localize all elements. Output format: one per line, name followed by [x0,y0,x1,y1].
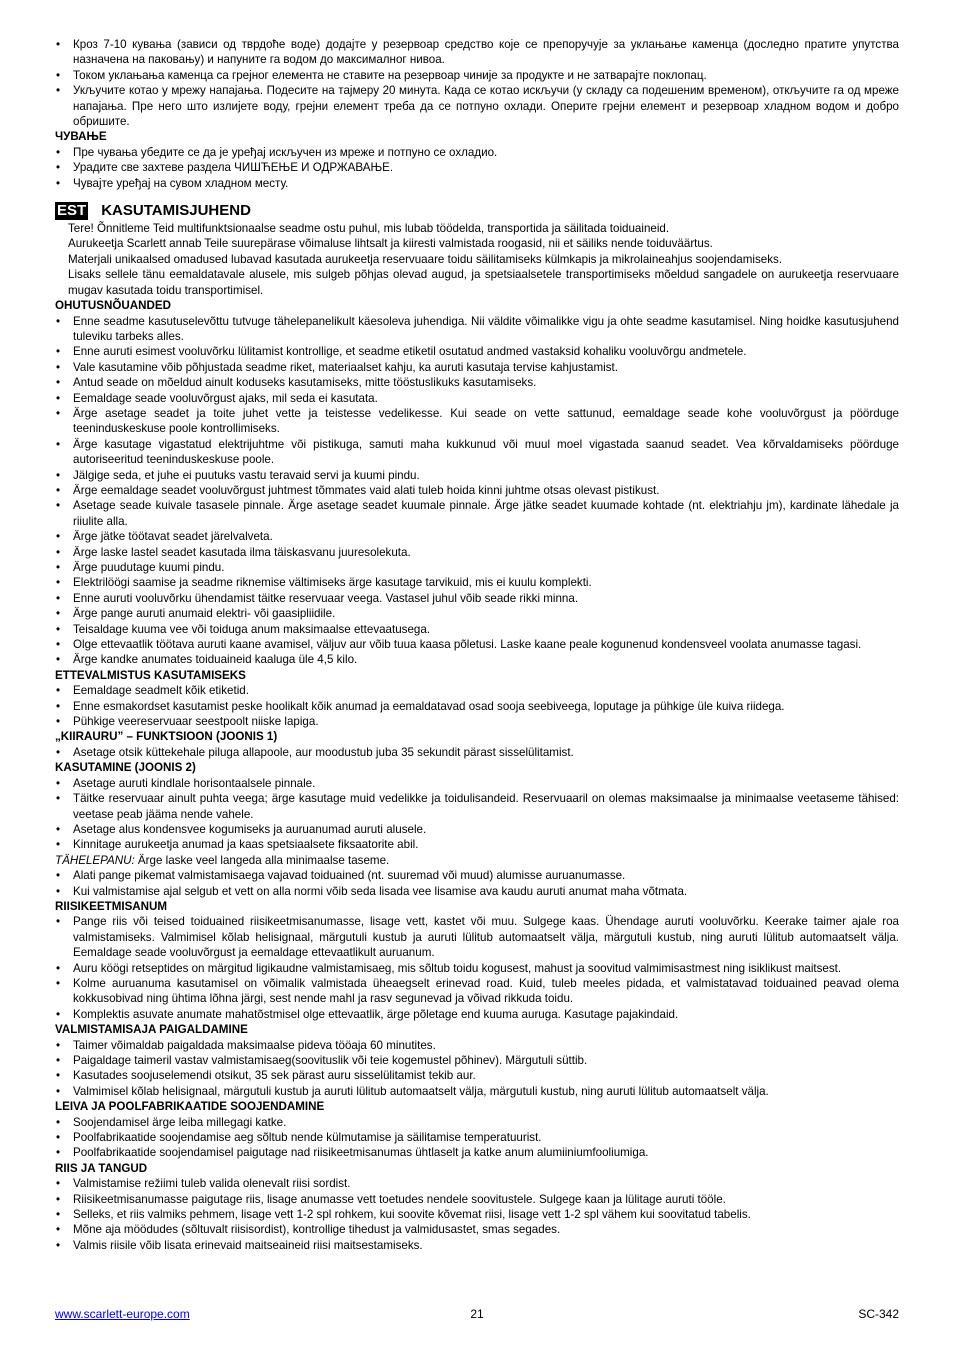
bread-list [55,1115,899,1161]
use-list [55,776,899,853]
list-item: • Poolfabrikaatide soojendamise aeg sõltub nende külmutamise ja säilitamise temperatuurist. [55,1130,899,1145]
timer-list [55,1038,899,1100]
intro-paragraph: Lisaks sellele tänu eemaldatavale alusele, mis sulgeb põhjas olevad augud, ja spetsiaalsetele transportimiseks mõeldud sangadele on aurukeetja reservuaare mugav kasutada toidu transportimisel. [68,268,899,297]
list-item: • Mõne aja möödudes (sõltuvalt riisisordist), kontrollige tihedust ja valmidusastet, smas segades. [55,1222,899,1237]
list-item: • Asetage otsik küttekehale piluga allapoole, aur moodustub juba 35 sekundit pärast sisselülitamist. [55,745,899,760]
list-item: • Teisaldage kuuma vee või toiduga anum maksimaalse ettevaatusega. [55,622,899,637]
quick-steam-list [55,745,899,760]
safety-list [55,314,899,668]
list-item: • Valmimisel kõlab helisignaal, märgutuli kustub ja auruti lülitub automaatselt välja, märgutuli kustub, ning auruti lülitub automaatselt välja. [55,1084,899,1099]
website-link[interactable]: www.scarlett-europe.com [55,1307,190,1321]
list-item: • Enne seadme kasutuselevõttu tutvuge tähelepanelikult käesoleva juhendiga. Nii väldite võimalikke vigu ja ohte seadme kasutamisel. Ning hoidke kasutusjuhend tuleviku tarbeks alles. [55,314,899,345]
model-number: SC-342 [858,1307,899,1321]
page-footer [55,1307,899,1323]
language-badge: EST [57,202,87,220]
list-item: • Asetage auruti kindlale horisontaalsele pinnale. [55,776,899,791]
list-item: • Урадите све захтеве раздела ЧИШЋЕЊЕ И ОДРЖАВАЊЕ. [55,160,899,175]
note-label: TÄHELEPANU: [55,853,135,867]
list-item: • Alati pange pikemat valmistamisaega vajavad toiduained (nt. suuremad või muud) alumisse auruanumasse. [55,868,899,883]
intro-paragraph: Materjali unikaalsed omadused lubavad kasutada aurukeetja reservuaare toidu säilitamiseks külmkapis ja mikrolaineahjus soojendamiseks. [68,252,783,266]
list-item: • Olge ettevaatlik töötava auruti kaane avamisel, väljuv aur võib tuua kaasa põletusi. Laske kaane peale kogunenud kondensveel voolata anumasse tagasi. [55,637,899,652]
list-item: • Укључите котао у мрежу напајања. Подесите на тајмеру 20 минута. Када се котао искључи (у складу са подешеним временом), откључите га од мреже напајања. Пре него што излијете воду, грејни елемент треба да се потпуно охлади. Оперите грејни елемент и резервоар хладном водом и добро обришите. [55,83,899,129]
list-item: • Ärge laske lastel seadet kasutada ilma täiskasvanu juuresolekuta. [55,545,899,560]
list-item: • Soojendamisel ärge leiba millegagi katke. [55,1115,899,1130]
list-item: • Ärge eemaldage seadet vooluvõrgust juhtmest tõmmates vaid alati tuleb hoida kinni juhtme otsas olevast pistikust. [55,483,899,498]
quick-steam-heading: „KIIRAURU” – FUNKTSIOON (JOONIS 1) [55,730,278,744]
list-item: • Kasutades soojuselemendi otsikut, 35 sek pärast auru sisselülitamist tekib aur. [55,1068,899,1083]
list-item: • Чувајте уређај на сувом хладном месту. [55,176,899,191]
list-item: • Kui valmistamise ajal selgub et vett on alla normi võib seda lisada vee lisamise ava kaudu auruti anumat maha võtmata. [55,884,899,899]
list-item: • Valmistamise režiimi tuleb valida olenevalt riisi sordist. [55,1176,899,1191]
section-header [55,201,899,221]
grain-list [55,1176,899,1253]
list-item: • Elektrilöögi saamise ja seadme riknemise vältimiseks ärge kasutage tarvikuid, mis ei kuulu komplekti. [55,575,899,590]
prep-heading: ETTEVALMISTUS KASUTAMISEKS [55,668,246,682]
list-item: • Пре чувања убедите се да је уређај искључен из мреже и потпуно се охладио. [55,145,899,160]
bread-heading: LEIVA JA POOLFABRIKAATIDE SOOJENDAMINE [55,1100,325,1114]
list-item: • Kinnitage aurukeetja anumad ja kaas spetsiaalsete fiksaatorite abil. [55,837,899,852]
safety-heading: OHUTUSNÕUANDED [55,299,171,313]
rice-bowl-heading: RIISIKEETMISANUM [55,899,168,913]
list-item: • Pühkige veereservuaar seestpoolt niiske lapiga. [55,714,899,729]
list-item: • Ärge pange auruti anumaid elektri- või gaasipliidile. [55,606,899,621]
list-item: • Riisikeetmisanumasse paigutage riis, lisage anumasse vett toetudes nendele soovitustele. Sulgege kaan ja lülitage auruti tööle. [55,1192,899,1207]
list-item: • Eemaldage seade vooluvõrgust ajaks, mil seda ei kasutata. [55,391,899,406]
section-title: KASUTAMISJUHEND [101,202,251,220]
list-item: • Antud seade on mõeldud ainult koduseks kasutamiseks, mitte tööstuslikuks kasutamiseks. [55,375,899,390]
list-item: • Ärge jätke töötavat seadet järelvalveta. [55,529,899,544]
list-item: • Jälgige seda, et juhe ei puutuks vastu teravaid servi ja kuumi pindu. [55,468,899,483]
list-item: • Auru köögi retseptides on märgitud ligikaudne valmistamisaeg, mis sõltub toidu kogusest, mahust ja soovitud valmimisastmest ning isiklikust maitsest. [55,961,899,976]
list-item: • Poolfabrikaatide soojendamisel paigutage nad riisikeetmisanumas ühtlaselt ja katke anum alumiiniumfooliumiga. [55,1145,899,1160]
list-item: • Ärge kasutage vigastatud elektrijuhtme või pistikuga, samuti maha kukkunud või muul moel vigastada saanud seadet. Vea kõrvaldamiseks pöörduge autoriseeritud teeninduskeskuse poole. [55,437,899,468]
document-page [55,37,899,1253]
list-item: • Selleks, et riis valmiks pehmem, lisage vett 1-2 spl rohkem, kui soovite kõvemat riisi, lisage vett 1-2 spl vähem kui soovitatud tabelis. [55,1207,899,1222]
list-item: • Kolme auruanuma kasutamisel on võimalik valmistada üheaegselt erinevad road. Kuid, tuleb meeles pidada, et valmistatavad toiduained peavad olema kokkusobivad ning ühtima lõhna järgi, sest nende mahl ja rasv segunevad ja võivad rikkuda toidu. [55,976,899,1007]
list-item: • Asetage alus kondensvee kogumiseks ja auruanumad auruti alusele. [55,822,899,837]
list-item: • Eemaldage seadmelt kõik etiketid. [55,683,899,698]
list-item: • Enne auruti vooluvõrku ühendamist täitke reservuaar veega. Vastasel juhul võib seade rikki minna. [55,591,899,606]
list-item: • Komplektis asuvate anumate mahatõstmisel olge ettevaatlik, ärge põletage end kuuma auruga. Kasutage pajakindaid. [55,1007,899,1022]
list-item: • Täitke reservuaar ainult puhta veega; ärge kasutage muid vedelikke ja toidulisandeid. Reservuaaril on olemas maksimaalse ja minimaalse veetaseme tähised: veetase peab jääma nende vahele. [55,791,899,822]
list-item: • Taimer võimaldab paigaldada maksimaalse pideva tööaja 60 minutites. [55,1038,899,1053]
list-item: • Asetage seade kuivale tasasele pinnale. Ärge asetage seadet kuumale pinnale. Ärge jätke seadet kuumade kohtade (nt. elektriahju jm), kardinate lähedale ja riiulite alla. [55,498,899,529]
list-item: • Vale kasutamine võib põhjustada seadme riket, materiaalset kahju, ka auruti kasutaja tervise kahjustamist. [55,360,899,375]
grain-heading: RIIS JA TANGUD [55,1161,148,1175]
list-item: • Ärge kandke anumates toiduaineid kaaluga üle 4,5 kilo. [55,652,899,667]
note [55,853,899,868]
storage-list [55,145,899,191]
intro-paragraph: Tere! Õnnitleme Teid multifunktsionaalse seadme ostu puhul, mis lubab töödelda, transportida ja säilitada toiduaineid. [68,222,670,236]
sr-list [55,37,899,129]
timer-heading: VALMISTAMISAJA PAIGALDAMINE [55,1023,248,1037]
list-item: • Током уклањања каменца са грејног елемента не ставите на резервоар чиније за продукте и не затварајте поклопац. [55,68,899,83]
storage-heading: ЧУВАЊЕ [55,130,107,144]
rice-bowl-list [55,914,899,1022]
note-text: Ärge laske veel langeda alla minimaalse taseme. [134,853,390,867]
list-item: • Enne auruti esimest vooluvõrku lülitamist kontrollige, et seadme etiketil osutatud andmed vastaksid kohaliku vooluvõrgu andmetele. [55,344,899,359]
list-item: • Ärge asetage seadet ja toite juhet vette ja teistesse vedelikesse. Kui seade on vette sattunud, eemaldage seade kohe vooluvõrgust ja pöörduge teeninduskeskuse poole kontrollimiseks. [55,406,899,437]
list-item: • Pange riis või teised toiduained riisikeetmisanumasse, lisage vett, kastet või muu. Sulgege kaas. Ühendage auruti vooluvõrku. Keerake taimer ajale roa valmistamiseks. Valmimisel kõlab helisignaal, märgutuli kustub ja auruti lülitub automaatselt välja, märgutuli kustub, ning auruti lülitub automaatselt välja. Eemaldage seade vooluvõrgust ja eemaldage ettevaatlikult auruanum. [55,914,899,960]
list-item: • Enne esmakordset kasutamist peske hoolikalt kõik anumad ja eemaldatavad osad sooja seebiveega, loputage ja pühkige üle kuiva riidega. [55,699,899,714]
intro-paragraph: Aurukeetja Scarlett annab Teile suurepärase võimaluse lihtsalt ja kiiresti valmistada roogasid, nii et säiliks nende toiduväärtus. [68,237,713,251]
list-item: • Paigaldage taimeril vastav valmistamisaeg(soovituslik või teie kogemustel põhinev). Märgutuli süttib. [55,1053,899,1068]
intro [55,221,899,298]
list-item: • Кроз 7-10 кувања (зависи од тврдоће воде) додајте у резервоар средство које се препоручује за уклањање каменца (доследно пратите упутства назначена на паковању) и напуните га водом до максималног нивоа. [55,37,899,68]
list-item: • Ärge puudutage kuumi pindu. [55,560,899,575]
list-item: • Valmis riisile võib lisata erinevaid maitseaineid riisi maitsestamiseks. [55,1238,899,1253]
page-number: 21 [470,1307,484,1321]
use-heading: KASUTAMINE (JOONIS 2) [55,761,196,775]
use-list-2 [55,868,899,899]
prep-list [55,683,899,729]
